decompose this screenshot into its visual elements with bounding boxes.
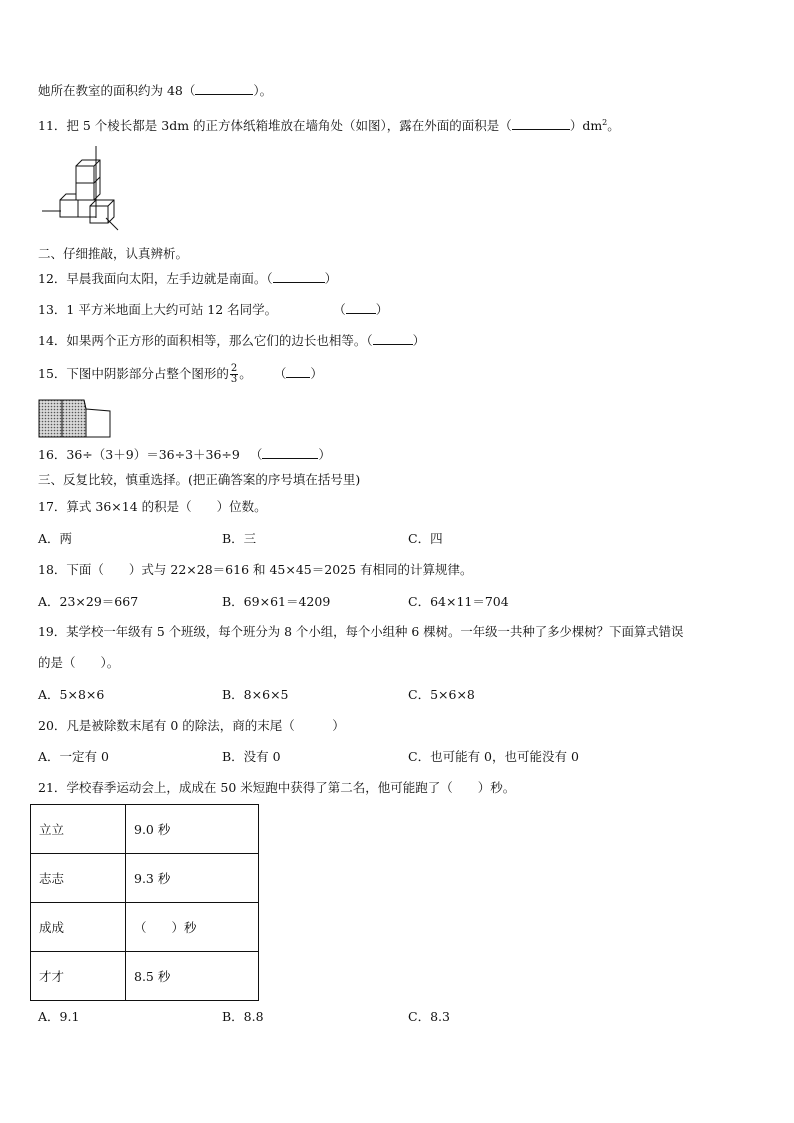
results-table [30, 804, 259, 1001]
q20-option-a[interactable]: A．一定有 0 [38, 749, 109, 764]
answer-blank[interactable] [512, 117, 570, 130]
q21-option-a[interactable]: A．9.1 [38, 1009, 80, 1024]
question-20: 20．凡是被除数末尾有 0 的除法，商的末尾（ ） [38, 718, 345, 733]
question-11 [38, 114, 620, 135]
q10-text: 她所在教室的面积约为 48（ [38, 83, 196, 98]
q17-option-a[interactable]: A．两 [38, 531, 73, 546]
table-cell-time: 8.5 秒 [126, 952, 259, 1001]
q21-option-c[interactable]: C．8.3 [408, 1009, 450, 1024]
section-3-heading: 三、反复比较，慎重选择。(把正确答案的序号填在括号里) [38, 472, 361, 487]
fraction [230, 364, 238, 385]
q13-close: ） [375, 302, 389, 317]
question-12 [38, 270, 337, 288]
question-16 [38, 446, 331, 464]
table-row [31, 903, 259, 952]
table-cell-time: 9.0 秒 [126, 805, 259, 854]
q16-open: （ [249, 447, 263, 462]
q19-option-c[interactable]: C．5×6×8 [408, 687, 475, 702]
q11-sup: 2 [602, 118, 608, 127]
q19-option-a[interactable]: A．5×8×6 [38, 687, 105, 702]
question-19-line-1: 19．某学校一年级有 5 个班级，每个班分为 8 个小组，每个小组种 6 棵树。一年级一共种了多少棵树？下面算式错误 [38, 624, 684, 639]
q15-open: （ [273, 366, 287, 381]
table-row [31, 805, 259, 854]
table-cell-name: 才才 [31, 952, 126, 1001]
q12-close: ） [324, 271, 338, 286]
q11-unit: ）dm [569, 118, 603, 134]
q15-period: 。 [239, 366, 252, 381]
cube-bottom-left [60, 200, 78, 217]
question-19-line-2: 的是（ ）。 [38, 655, 120, 670]
q17-option-c[interactable]: C．四 [408, 531, 443, 546]
answer-blank[interactable] [273, 270, 325, 283]
q17-option-b[interactable]: B．三 [222, 531, 257, 546]
q19-option-b[interactable]: B．8×6×5 [222, 687, 289, 702]
q14-text: 14．如果两个正方形的面积相等，那么它们的边长也相等。（ [38, 333, 373, 348]
answer-blank[interactable] [346, 301, 376, 314]
table-row [31, 952, 259, 1001]
table-row [31, 854, 259, 903]
cube-stack-figure [38, 138, 124, 234]
q11-end: 。 [607, 118, 620, 134]
table-cell-time[interactable]: （ ）秒 [126, 903, 259, 952]
q13-open: （ [333, 302, 346, 317]
q20-option-b[interactable]: B．没有 0 [222, 749, 281, 764]
cube-middle [76, 183, 94, 200]
question-18: 18．下面（ ）式与 22×28＝616 和 45×45＝2025 有相同的计算规律。 [38, 562, 473, 577]
q18-option-b[interactable]: B．69×61＝4209 [222, 594, 331, 609]
table-cell-name: 立立 [31, 805, 126, 854]
question-13 [38, 301, 388, 319]
question-21: 21．学校春季运动会上，成成在 50 米短跑中获得了第二名，他可能跑了（ ）秒。 [38, 780, 516, 795]
q21-option-b[interactable]: B．8.8 [222, 1009, 264, 1024]
answer-blank[interactable] [286, 365, 310, 378]
answer-blank[interactable] [195, 82, 253, 95]
question-17: 17．算式 36×14 的积是（ ）位数。 [38, 499, 267, 514]
shaded-part-1 [39, 400, 62, 437]
question-14 [38, 332, 425, 350]
unshaded-part [84, 400, 110, 437]
q14-close: ） [412, 333, 426, 348]
cube-bottom-front [90, 206, 108, 223]
q15-close: ） [310, 366, 323, 381]
q16-text: 16．36÷（3＋9）＝36÷3＋36÷9 [38, 447, 240, 462]
q10-close: ）。 [253, 83, 273, 98]
q15-text: 15．下图中阴影部分占整个图形的 [38, 366, 229, 381]
q18-option-c[interactable]: C．64×11＝704 [408, 594, 509, 609]
answer-blank[interactable] [373, 332, 413, 345]
table-cell-name: 志志 [31, 854, 126, 903]
table-cell-time: 9.3 秒 [126, 854, 259, 903]
table-cell-name: 成成 [31, 903, 126, 952]
q18-option-a[interactable]: A．23×29＝667 [38, 594, 139, 609]
question-15 [38, 364, 323, 385]
section-2-heading: 二、仔细推敲，认真辨析。 [38, 246, 189, 261]
q10-tail [38, 82, 272, 100]
shaded-figure [38, 399, 114, 439]
q20-option-c[interactable]: C．也可能有 0，也可能没有 0 [408, 749, 579, 764]
q11-text: 11．把 5 个棱长都是 3dm 的正方体纸箱堆放在墙角处（如图），露在外面的面积是（ [38, 118, 512, 134]
answer-blank[interactable] [262, 446, 318, 459]
q12-text: 12．早晨我面向太阳，左手边就是南面。（ [38, 271, 273, 286]
q16-close: ） [318, 447, 331, 462]
q13-text: 13．1 平方米地面上大约可站 12 名同学。 [38, 302, 278, 317]
fraction-numerator: 2 [230, 363, 238, 374]
cube-top [76, 166, 94, 183]
fraction-denominator: 3 [230, 374, 238, 385]
shaded-part-2 [62, 400, 86, 437]
